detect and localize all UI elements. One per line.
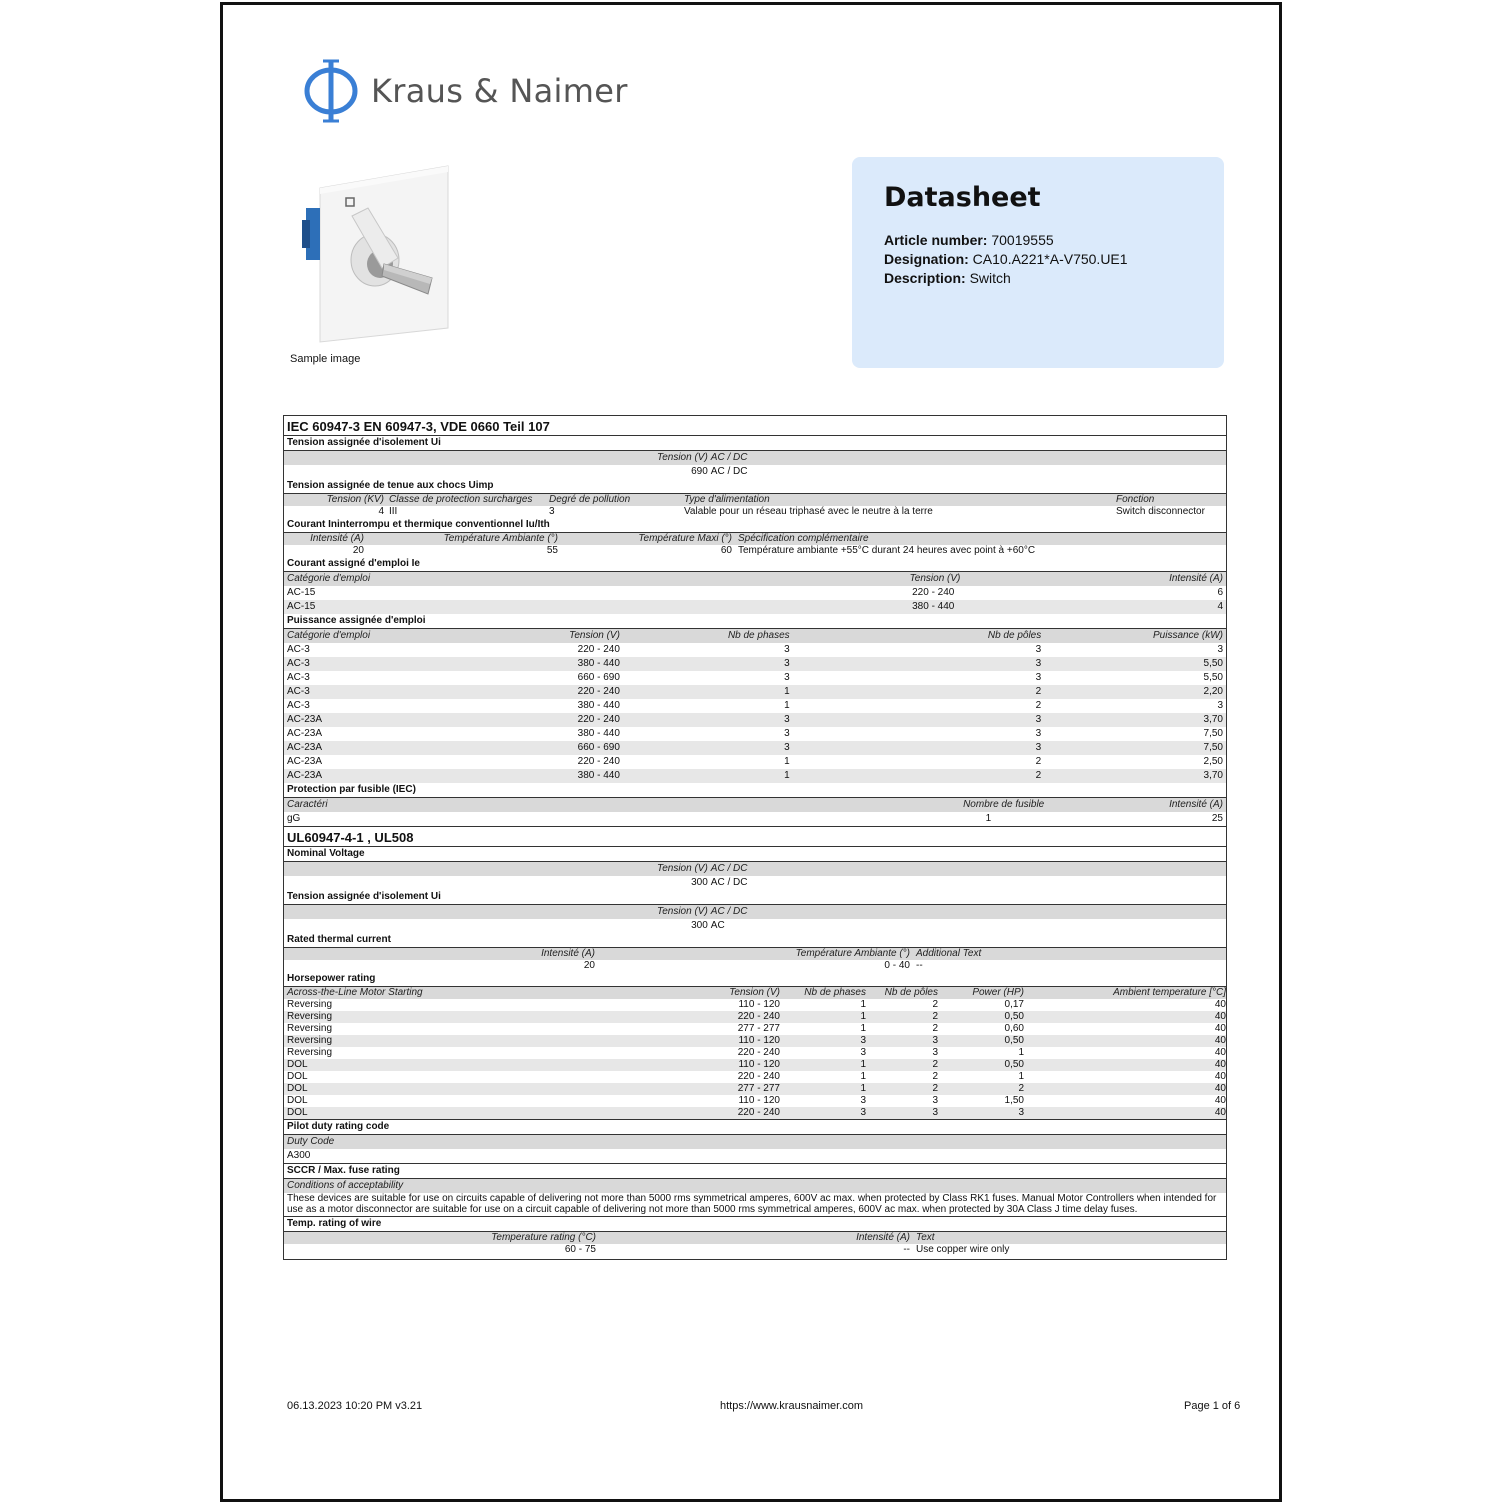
table-row [284,1059,1227,1071]
cell: 300 [691,877,708,888]
col-header: Nb de pôles [884,987,938,998]
cell: 3 [932,1035,938,1046]
cell: DOL [287,1071,308,1082]
cell: 0,17 [1004,999,1024,1010]
col-header: Tension (V) [284,905,708,920]
table-row [284,643,1227,657]
col-header: Intensité (A) [1047,798,1226,813]
col-header: Type d'alimentation [684,494,770,505]
cell: 220 - 240 [538,685,623,699]
table-row [284,1011,1227,1023]
table-row [284,727,1227,741]
cell: 1 [1018,1071,1024,1082]
brand-name: Kraus & Naimer [371,72,628,110]
cell: 40 [1214,1083,1226,1094]
footer-page: Page 1 of 6 [1184,1400,1241,1412]
cell: 40 [1214,1107,1226,1118]
cell: DOL [287,1095,308,1106]
table-row [284,1107,1227,1120]
cell: 40 [1214,1023,1226,1034]
cell: 3 [623,741,793,755]
cell: 3 [860,1095,866,1106]
cell: Température ambiante +55°C durant 24 heures avec point à +60°C [738,545,1036,556]
cell: 40 [1214,1095,1226,1106]
col-header: Nb de phases [623,629,793,644]
iec-ui-title: Tension assignée d'isolement Ui [284,436,1227,451]
col-header: Tension (V) [284,862,708,877]
cell: AC-3 [287,700,310,711]
col-header: Catégorie d'emploi [284,572,623,587]
cell: AC-23A [284,769,539,783]
cell: 3 [784,644,790,655]
col-header: Conditions of acceptability [284,1179,1227,1194]
cell: 2 [1035,756,1042,767]
cell: 220 - 240 [538,713,623,727]
col-header: Intensité (A) [541,948,595,959]
cell: AC-3 [287,644,310,655]
cell: 220 - 240 [577,644,620,655]
cell: 2 [1018,1083,1024,1094]
cell: Reversing [287,1011,333,1022]
table-row [284,1083,1227,1095]
cell: 110 - 120 [738,999,780,1010]
cell: 3,70 [1047,769,1226,783]
cell: AC-3 [284,657,539,671]
cell: 380 - 440 [538,657,623,671]
cell: 3 [784,728,790,739]
cell: DOL [287,1107,308,1118]
cell: 3 [932,1047,938,1058]
datasheet-title: Datasheet [884,182,1041,213]
table-row [284,1035,1227,1047]
ul-sccr-title: SCCR / Max. fuse rating [284,1164,1227,1179]
cell: 25 [1211,813,1223,824]
cell: AC / DC [710,466,748,477]
description-value: Switch [969,270,1011,286]
cell: 2 [932,999,938,1010]
cell: 3 [793,741,1048,755]
article-number [884,232,1054,248]
cell: 55 [546,545,558,556]
cell: 0,60 [1004,1023,1024,1034]
article-number-label: Article number: [884,232,988,248]
cell: 380 - 440 [577,728,620,739]
cell: 1 [623,769,793,783]
cell: 1 [784,700,790,711]
cell: 3 [623,657,793,671]
col-header: Degré de pollution [549,494,631,505]
cell: AC / DC [710,877,748,888]
ul-standard-title: UL60947-4-1 , UL508 [284,827,1227,847]
cell: AC-23A [284,741,539,755]
cell: 2,50 [1203,756,1223,767]
table-row [284,600,1227,614]
cell: 2 [932,1023,938,1034]
cell: 3 [1217,700,1223,711]
cell: 3 [932,1095,938,1106]
iec-standard-title: IEC 60947-3 EN 60947-3, VDE 0660 Teil 107 [284,416,1227,436]
cell: 660 - 690 [538,741,623,755]
cell: 0,50 [1004,1059,1024,1070]
cell: 220 - 240 [737,1047,780,1058]
cell: 110 - 120 [738,1035,780,1046]
col-header: Fonction [1116,494,1155,505]
col-header: Tension (V) [623,572,962,587]
image-caption: Sample image [290,353,361,365]
col-header: Text [916,1232,935,1243]
cell: 5,50 [1203,672,1223,683]
col-header: Température Maxi (°) [638,533,732,544]
col-header: Catégorie d'emploi [284,629,539,644]
article-number-value: 70019555 [991,232,1054,248]
ul-nominal-title: Nominal Voltage [284,847,1227,862]
ul-ui-title: Tension assignée d'isolement Ui [284,890,1227,905]
cell: 660 - 690 [577,672,620,683]
cell: 3 [860,1047,866,1058]
ul-hp-title: Horsepower rating [284,972,1227,987]
cell: 380 - 440 [623,600,962,614]
designation-label: Designation: [884,251,969,267]
cell: 110 - 120 [738,1095,780,1106]
cell: 2,20 [1047,685,1226,699]
cell: 2 [793,769,1048,783]
cell: 20 [352,545,364,556]
cell: Switch disconnector [1116,506,1205,517]
cell: 2 [932,1011,938,1022]
cell: 4 [962,600,1226,614]
col-header: Intensité (A) [856,1232,910,1243]
cell: 1 [860,1071,866,1082]
table-row [284,1095,1227,1107]
footer-url[interactable]: https://www.krausnaimer.com [720,1400,864,1412]
iec-ie-title: Courant assigné d'emploi Ie [284,557,1227,572]
cell: AC-15 [284,600,623,614]
cell: DOL [287,1083,308,1094]
cell: 3 [793,713,1048,727]
cell: 3 [1035,728,1042,739]
cell: 3 [860,1035,866,1046]
iec-fuse-title: Protection par fusible (IEC) [284,783,1227,798]
cell: 40 [1214,1035,1226,1046]
table-row [284,699,1227,713]
cell: AC [710,920,725,931]
cell: 20 [583,960,595,971]
cell: 3 [932,1107,938,1118]
cell: Valable pour un réseau triphasé avec le neutre à la terre [684,506,933,517]
ul-section-tail [284,1120,1227,1260]
cell: Reversing [287,1035,333,1046]
col-header: Nb de phases [804,987,866,998]
cell: 3 [860,1107,866,1118]
cell: DOL [287,1059,308,1070]
datasheet-info-box [852,157,1224,368]
iec-section [284,416,1227,827]
cell: 3 [1035,672,1042,683]
table-row [284,657,1227,671]
iec-uimp-title: Tension assignée de tenue aux chocs Uimp [284,479,1227,494]
cell: 5,50 [1047,657,1226,671]
cell: AC-15 [287,587,316,598]
col-header: Power (HP) [972,987,1024,998]
cell: 220 - 240 [737,1071,780,1082]
cell: AC-23A [287,728,323,739]
cell: 0,50 [1004,1011,1024,1022]
cell: 3 [549,506,555,517]
cell: 1 [860,1059,866,1070]
table-row [284,755,1227,769]
hp-rows [284,999,1227,1120]
cell: 1 [1018,1047,1024,1058]
cell: AC-3 [287,672,310,683]
cell: 40 [1214,1071,1226,1082]
cell: 1 [985,813,992,824]
col-header: Ambient temperature [°C] [1113,987,1226,998]
cell: 7,50 [1203,728,1223,739]
col-header: AC / DC [708,862,1227,877]
cell: gG [287,813,301,824]
table-row [284,685,1227,699]
col-header: Temperature rating (°C) [491,1232,596,1243]
cell: 3,70 [1047,713,1226,727]
spec-table [283,415,1227,1260]
cell: 1 [784,756,790,767]
cell: 2 [1035,700,1042,711]
cell: 277 - 277 [737,1083,780,1094]
cell: 1 [860,1011,866,1022]
col-header: AC / DC [708,905,1227,920]
cell: 1 [623,685,793,699]
designation-value: CA10.A221*A-V750.UE1 [972,251,1128,267]
cell: -- [903,1244,910,1255]
table-row [284,999,1227,1011]
cell: III [389,506,398,517]
cell: Reversing [287,1023,333,1034]
cell: 3 [784,672,790,683]
col-header: Intensité (A) [310,533,364,544]
table-row [284,769,1227,783]
cell: 300 [691,920,708,931]
cell: 3 [1217,644,1223,655]
cell: 40 [1214,1011,1226,1022]
ul-section [284,827,1227,1000]
cell: 220 - 240 [737,1011,780,1022]
cell: 1 [860,999,866,1010]
cell: 4 [378,506,384,517]
table-row [284,713,1227,727]
col-header: Tension (KV) [326,494,384,505]
col-header: Température Ambiante (°) [443,533,558,544]
cell: 220 - 240 [577,756,620,767]
cell: 3 [1035,644,1042,655]
iec-ith-title: Courant Ininterrompu et thermique conventionnel Iu/Ith [284,518,1227,533]
designation [884,251,1128,267]
cell: 2 [793,685,1048,699]
cell: Reversing [287,999,333,1010]
table-row [284,586,1227,600]
cell: 3 [793,657,1048,671]
col-header: Intensité (A) [962,572,1226,587]
cell: 110 - 120 [738,1059,780,1070]
brand-logo [303,56,628,126]
cell: 40 [1214,1047,1226,1058]
cell: 1 [860,1023,866,1034]
cell: AC-3 [284,685,539,699]
cell: Reversing [287,1047,333,1058]
col-header: Across-the-Line Motor Starting [287,987,423,998]
cell: 690 [691,466,708,477]
cell: 40 [1214,1059,1226,1070]
col-header: Duty Code [284,1135,1227,1150]
cell: 277 - 277 [737,1023,780,1034]
sccr-text: These devices are suitable for use on circuits capable of delivering not more than 5000 rms symmetrical amperes, 600V ac max. when protected by Class RK1 fuses. Manual Motor Controllers when intended for use as a motor disconnector are suitable for use on a circuit capable of delivering not more than 5000 rms symmetrical amperes, 600V ac max. when protected by 30A Class J time delay fuses. [287,1193,1217,1215]
cell: Use copper wire only [916,1244,1010,1255]
iec-power-title: Puissance assignée d'emploi [284,614,1227,629]
cell: 1,50 [1004,1095,1024,1106]
ul-thermal-title: Rated thermal current [284,933,1227,948]
cell: 380 - 440 [538,769,623,783]
cell: 40 [1214,999,1226,1010]
table-row [284,1047,1227,1059]
description-label: Description: [884,270,966,286]
cell: 220 - 240 [912,587,955,598]
col-header: Tension (V) [729,987,780,998]
cell: 220 - 240 [737,1107,780,1118]
col-header: Caractéri [284,798,793,813]
cell: AC-23A [284,713,539,727]
col-header: Spécification complémentaire [738,533,869,544]
ul-wire-title: Temp. rating of wire [284,1217,1227,1232]
col-header: Classe de protection surcharges [389,494,533,505]
cell: 1 [860,1083,866,1094]
cell: 0 - 40 [884,960,910,971]
cell: 7,50 [1047,741,1226,755]
ul-pilot-title: Pilot duty rating code [284,1120,1227,1135]
cell: 3 [623,713,793,727]
table-row [284,741,1227,755]
col-header: Puissance (kW) [1047,629,1226,644]
footer-date: 06.13.2023 10:20 PM v3.21 [287,1400,423,1412]
table-row [284,671,1227,685]
col-header: Température Ambiante (°) [795,948,910,959]
col-header: Nombre de fusible [793,798,1048,813]
cell: 2 [932,1083,938,1094]
cell: 2 [932,1059,938,1070]
phi-logo-icon [303,57,359,125]
col-header: AC / DC [708,451,1227,466]
col-header: Tension (V) [284,451,708,466]
cell: 3 [1018,1107,1024,1118]
cell: AC-23A [287,756,323,767]
cell: A300 [287,1150,311,1161]
col-header: Nb de pôles [793,629,1048,644]
cell: 60 [720,545,732,556]
col-header: Additional Text [916,948,982,959]
table-row [284,1023,1227,1035]
cell: 6 [1217,587,1223,598]
cell: 0,50 [1004,1035,1024,1046]
table-row [284,1071,1227,1083]
cell: 60 - 75 [564,1244,596,1255]
description [884,270,1011,286]
cell: -- [916,960,923,971]
cell: 2 [932,1071,938,1082]
col-header: Tension (V) [538,629,623,644]
cell: 380 - 440 [577,700,620,711]
product-image [300,160,460,350]
